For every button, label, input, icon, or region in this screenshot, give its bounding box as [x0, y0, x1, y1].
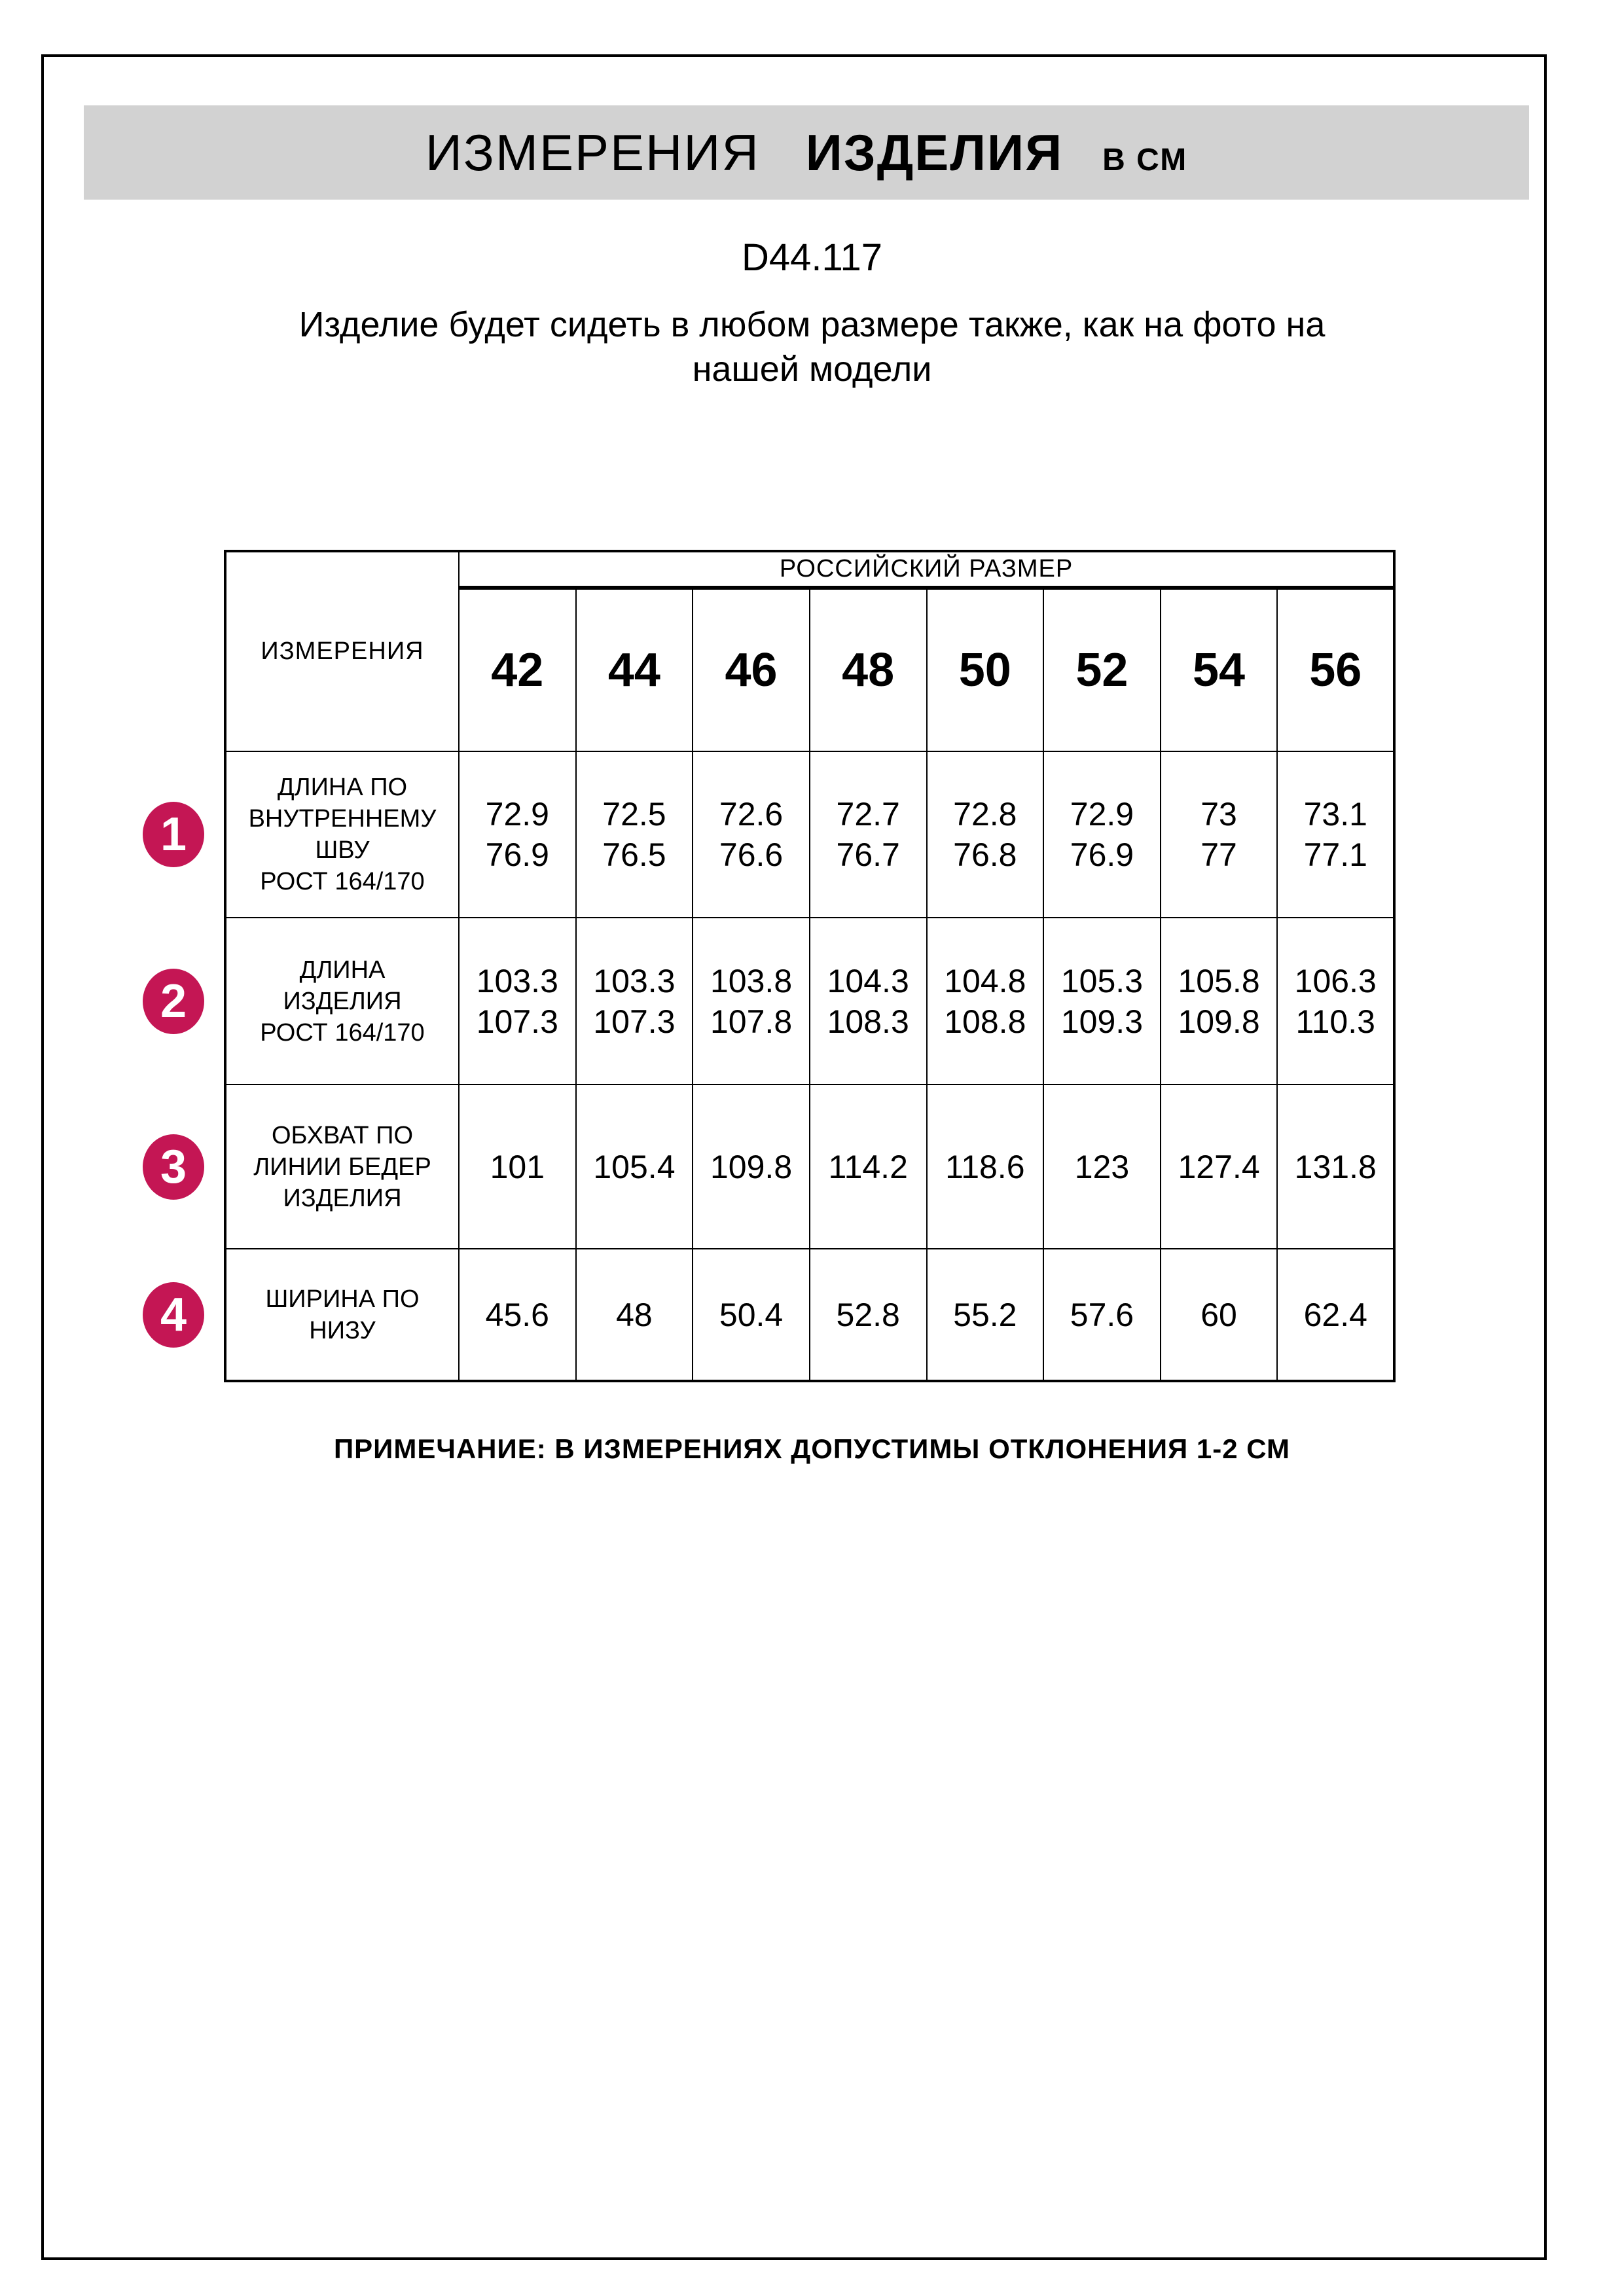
measurement-value: 107.8 [710, 1003, 793, 1040]
measurement-value: 103.8 [710, 962, 793, 999]
row-number-badge: 1 [143, 802, 204, 867]
measurement-value-cell [1277, 751, 1394, 918]
measurement-value: 109.8 [1178, 1003, 1260, 1040]
measurement-value: 60 [1200, 1296, 1237, 1333]
measurement-value: 103.3 [476, 962, 558, 999]
measurement-value-cell [927, 1085, 1044, 1249]
size-header: 42 [459, 588, 576, 751]
row-number-badge: 4 [143, 1282, 204, 1348]
measurement-value: 109.3 [1060, 1003, 1143, 1040]
measurements-column-header: ИЗМЕРЕНИЯ [225, 551, 459, 751]
measurement-value: 105.4 [593, 1148, 676, 1185]
subtitle [0, 302, 1624, 391]
measurement-value-cell [693, 751, 810, 918]
measurement-value: 72.6 [719, 796, 784, 833]
model-code: D44.117 [742, 236, 882, 279]
row-label-line: НИЗУ [309, 1316, 376, 1344]
row-number-badge: 2 [143, 969, 204, 1034]
table-row [225, 1085, 1394, 1249]
size-group-header: РОССИЙСКИЙ РАЗМЕР [459, 551, 1394, 588]
row-label-line: ШИРИНА ПО [265, 1285, 420, 1313]
measurement-value: 72.5 [602, 796, 666, 833]
measurement-value-cell [1161, 1249, 1278, 1381]
measurement-value: 76.5 [602, 836, 666, 873]
measurement-value: 77.1 [1303, 836, 1367, 873]
measurement-value: 118.6 [945, 1148, 1025, 1185]
note: ПРИМЕЧАНИЕ: В ИЗМЕРЕНИЯХ ДОПУСТИМЫ ОТКЛОНЕНИЯ 1-2 СМ [333, 1433, 1291, 1464]
measurement-value: 110.3 [1295, 1003, 1375, 1040]
measurement-value: 76.8 [953, 836, 1017, 873]
size-header: 54 [1161, 588, 1278, 751]
row-label [225, 918, 459, 1085]
measurement-value-cell [576, 918, 693, 1085]
measurement-value: 104.8 [944, 962, 1026, 999]
row-label-line: ИЗДЕЛИЯ [283, 1184, 402, 1212]
row-label-line: ЛИНИИ БЕДЕР [253, 1153, 431, 1181]
row-label-line: ОБХВАТ ПО [271, 1121, 414, 1149]
measurement-value-cell [1043, 918, 1161, 1085]
measurement-value: 104.3 [827, 962, 909, 999]
size-header: 52 [1043, 588, 1161, 751]
measurement-value: 76.6 [719, 836, 784, 873]
measurement-value: 73.1 [1303, 796, 1367, 833]
measurement-value-cell [459, 751, 576, 918]
measurement-value-cell [810, 1085, 927, 1249]
measurement-value-cell [459, 1249, 576, 1381]
measurement-value-cell [927, 918, 1044, 1085]
row-number-badge: 3 [143, 1134, 204, 1200]
row-label [225, 1249, 459, 1381]
measurement-value: 131.8 [1294, 1148, 1377, 1185]
measurement-value-cell [459, 918, 576, 1085]
page-title-units: В СМ [1102, 143, 1188, 177]
size-header: 50 [927, 588, 1044, 751]
measurement-value-cell [1161, 751, 1278, 918]
measurement-value: 127.4 [1178, 1148, 1260, 1185]
measurement-value: 105.3 [1060, 962, 1143, 999]
page-title-measurements: ИЗМЕРЕНИЯ [425, 124, 760, 181]
measurement-value: 109.8 [710, 1148, 793, 1185]
subtitle-line-1: Изделие будет сидеть в любом размере также, как на фото на [298, 305, 1326, 344]
measurement-value-cell [576, 1085, 693, 1249]
measurement-value: 57.6 [1070, 1296, 1134, 1333]
measurement-value-cell [1277, 1085, 1394, 1249]
measurement-value: 105.8 [1178, 962, 1260, 999]
size-table [224, 550, 1396, 1382]
size-header: 44 [576, 588, 693, 751]
measurement-value: 52.8 [836, 1296, 900, 1333]
measurement-value: 103.3 [593, 962, 676, 999]
measurement-value-cell [810, 918, 927, 1085]
measurement-value: 107.3 [476, 1003, 558, 1040]
row-label [225, 1085, 459, 1249]
measurement-value: 114.2 [828, 1148, 908, 1185]
row-label-line: ВНУТРЕННЕМУ [248, 805, 437, 833]
size-header: 46 [693, 588, 810, 751]
measurement-value: 72.9 [485, 796, 549, 833]
measurement-value: 108.3 [827, 1003, 909, 1040]
measurement-value: 72.9 [1070, 796, 1134, 833]
measurement-value-cell [1161, 918, 1278, 1085]
measurement-value: 76.9 [485, 836, 549, 873]
measurement-value: 108.8 [944, 1003, 1026, 1040]
measurement-value-cell [1161, 1085, 1278, 1249]
measurement-value: 76.9 [1070, 836, 1134, 873]
table-row [225, 918, 1394, 1085]
measurement-value: 77 [1200, 836, 1237, 873]
measurement-value-cell [459, 1085, 576, 1249]
page-title-product: ИЗДЕЛИЯ [805, 124, 1064, 181]
row-label-line: ИЗДЕЛИЯ [283, 987, 402, 1015]
row-label-line: ДЛИНА ПО [277, 774, 408, 801]
measurement-value: 73 [1200, 796, 1237, 833]
measurement-value-cell [576, 1249, 693, 1381]
measurement-value-cell [810, 1249, 927, 1381]
measurement-value: 55.2 [953, 1296, 1017, 1333]
measurement-value-cell [576, 751, 693, 918]
row-label [225, 751, 459, 918]
measurement-value: 72.8 [953, 796, 1017, 833]
measurement-value-cell [1043, 1249, 1161, 1381]
measurement-value: 72.7 [836, 796, 900, 833]
size-group-row [225, 551, 1394, 588]
size-header: 48 [810, 588, 927, 751]
measurement-value: 107.3 [593, 1003, 676, 1040]
measurement-value-cell [1043, 1085, 1161, 1249]
row-label-line: РОСТ 164/170 [260, 868, 425, 895]
title-banner [84, 105, 1529, 200]
row-label-line: ШВУ [315, 836, 370, 864]
measurement-value-cell [693, 1085, 810, 1249]
measurement-value-cell [693, 918, 810, 1085]
measurement-value: 48 [616, 1296, 653, 1333]
measurement-value-cell [693, 1249, 810, 1381]
measurement-value: 101 [490, 1148, 545, 1185]
measurement-value: 62.4 [1303, 1296, 1367, 1333]
measurement-value: 123 [1074, 1148, 1130, 1185]
table-row [225, 1249, 1394, 1381]
size-header: 56 [1277, 588, 1394, 751]
measurement-value-cell [1277, 1249, 1394, 1381]
measurement-value-cell [1277, 918, 1394, 1085]
measurement-value-cell [927, 751, 1044, 918]
measurement-value: 45.6 [485, 1296, 549, 1333]
row-label-line: ДЛИНА [299, 956, 386, 984]
measurement-value-cell [1043, 751, 1161, 918]
measurement-value: 50.4 [719, 1296, 784, 1333]
measurement-value: 76.7 [836, 836, 900, 873]
subtitle-line-2: нашей модели [692, 350, 932, 389]
measurement-value-cell [810, 751, 927, 918]
measurement-value: 106.3 [1294, 962, 1377, 999]
row-label-line: РОСТ 164/170 [260, 1018, 425, 1047]
measurement-value-cell [927, 1249, 1044, 1381]
table-row [225, 751, 1394, 918]
